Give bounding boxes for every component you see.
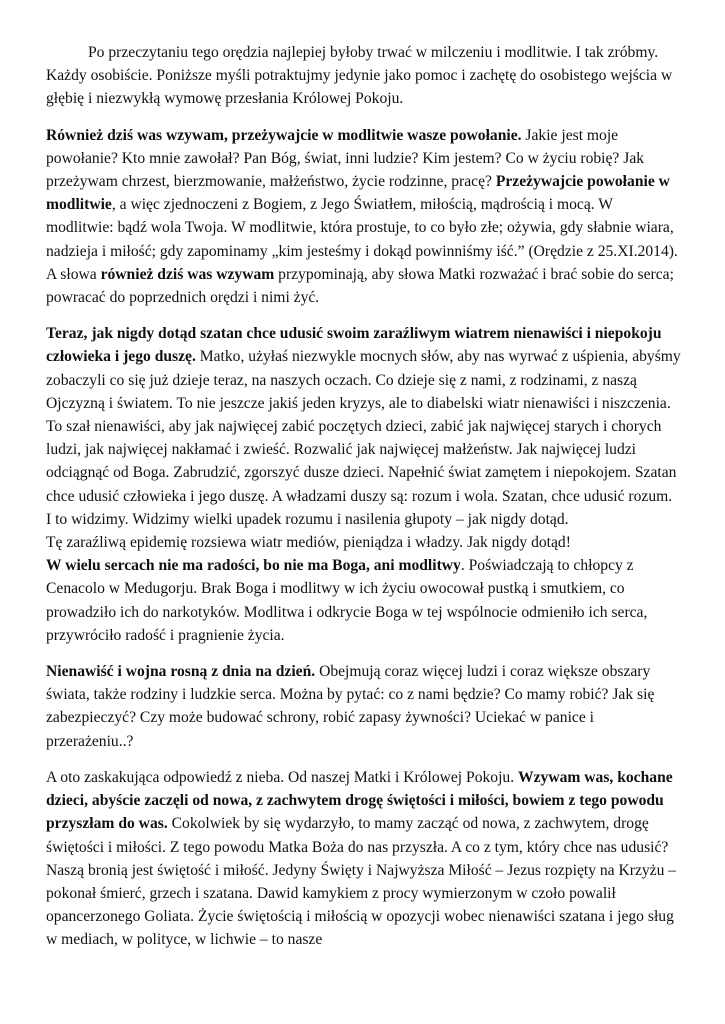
paragraph-vocation bbox=[46, 124, 681, 310]
bold-text-run: Teraz, jak nigdy dotąd szatan chce udusić swoim zaraźliwym wiatrem nienawiści i niepokoju człowieka i jego duszę. bbox=[46, 325, 662, 366]
bold-text-run: Przeżywajcie powołanie w modlitwie bbox=[46, 173, 670, 214]
text-run: , a więc zjednoczeni z Bogiem, z Jego Światłem, miłością, mądrością i mocą. W modlitwie: bądź wola Twoja. W modlitwie, która prostuje, to co było złe; ożywia, gdy słabnie wiara, nadzieja i miłość; gdy zapominamy „kim jesteśmy i dokąd powinniśmy iść.” (Orędzie z 25.XI.2014). A słowa bbox=[46, 196, 678, 283]
text-run: Po przeczytaniu tego orędzia najlepiej byłoby trwać w milczeniu i modlitwie. I tak zróbmy. Każdy osobiście. Poniższe myśli potraktujmy jedynie jako pomoc i zachętę do osobistego wejścia w głębię i niezwykłą wymowę przesłania Królowej Pokoju. bbox=[46, 44, 673, 108]
text-run: Obejmują coraz więcej ludzi i coraz większe obszary świata, także rodziny i ludzkie serca. Można by pytać: co z nami będzie? Co mamy robić? Jak się zabezpieczyć? Czy może budować schrony, robić zapasy żywności? Uciekać w panice i przerażeniu..? bbox=[46, 663, 655, 750]
paragraph-answer bbox=[46, 766, 681, 952]
text-run: przypominają, aby słowa Matki rozważać i brać sobie do serca; powracać do poprzednich orędzi i nimi żyć. bbox=[46, 265, 674, 307]
text-run: Jakie jest moje powołanie? Kto mnie zawołał? Pan Bóg, świat, inni ludzie? Kim jestem? Co w życiu robię? Jak przeżywam chrzest, bierzmowanie, małżeństwo, życie rodzinne, pracę? bbox=[46, 126, 645, 191]
paragraph-epidemic bbox=[46, 531, 681, 554]
text-run: A oto zaskakująca odpowiedź z nieba. Od naszej Matki i Królowej Pokoju. bbox=[46, 768, 519, 786]
text-run: Matko, użyłaś niezwykle mocnych słów, aby nas wyrwać z uśpienia, abyśmy zobaczyli co się już dzieje teraz, na naszych oczach. Co dzieje się z nami, z rodzinami, z naszą Ojczyzną i światem. To nie jeszcze jakiś jeden kryzys, ale to diabelski wiatr nienawiści i niszczenia. To szał nienawiści, aby jak najwięcej zabić poczętych dzieci, zabić jak najwięcej starych i chorych ludzi, jak najwięcej nakłamać i zwieść. Rozwalić jak najwięcej małżeństw. Jak najwięcej ludzi odciągnąć od Boga. Zabrudzić, zgorszyć dusze dzieci. Napełnić świat zamętem i niepokojem. Szatan chce udusić człowieka i jego duszę. A władzami duszy są: rozum i wola. Szatan, chce udusić rozum. I to widzimy. Widzimy wielki upadek rozumu i nasilenia głupoty – jak nigdy dotąd. bbox=[46, 348, 681, 528]
bold-text-run: W wielu sercach nie ma radości, bo nie ma Boga, ani modlitwy bbox=[46, 557, 461, 575]
bold-text-run: również dziś was wzywam bbox=[100, 265, 275, 283]
paragraph-intro bbox=[46, 41, 681, 111]
paragraph-no-joy bbox=[46, 554, 681, 647]
text-run: Tę zaraźliwą epidemię rozsiewa wiatr mediów, pieniądza i władzy. Jak nigdy dotąd! bbox=[46, 534, 571, 552]
text-run: Cokolwiek by się wydarzyło, to mamy zacząć od nowa, z zachwytem, drogę świętości i miłości. Z tego powodu Matka Boża do nas przyszła. A co z tym, który chce nas udusić? Naszą bronią jest świętość i miłość. Jedyny Święty i Najwyższa Miłość – Jezus rozpięty na Krzyżu – pokonał śmierć, grzech i szatana. Dawid kamykiem z procy wymierzonym w czoło powalił opancerzonego Goliata. Życie świętością i miłością w opozycji wobec nienawiści szatana i jego sług w mediach, w polityce, w lichwie – to nasze bbox=[46, 815, 677, 949]
bold-text-run: Wzywam was, kochane dzieci, abyście zaczęli od nowa, z zachwytem drogę świętości i miłości, bowiem z tego powodu przyszłam do was. bbox=[46, 768, 673, 833]
bold-text-run: Również dziś was wzywam, przeżywajcie w modlitwie wasze powołanie. bbox=[46, 126, 522, 144]
bold-text-run: Nienawiść i wojna rosną z dnia na dzień. bbox=[46, 663, 316, 681]
paragraph-hatred-war bbox=[46, 660, 681, 753]
text-run: . Poświadczają to chłopcy z Cenacolo w Medugorju. Brak Boga i modlitwy w ich życiu owocował pustką i smutkiem, co prowadziło ich do narkotyków. Modlitwa i odkrycie Boga w tej wspólnocie odmieniło ich serca, przywróciło radość i pragnienie życia. bbox=[46, 557, 648, 644]
paragraph-satan-wind bbox=[46, 322, 681, 531]
